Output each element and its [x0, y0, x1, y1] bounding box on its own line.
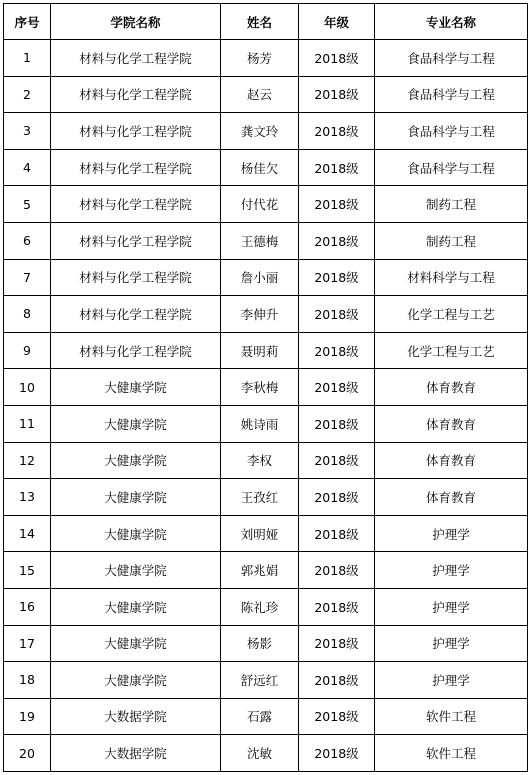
cell-major: 食品科学与工程 [375, 40, 528, 77]
cell-index: 12 [4, 442, 51, 479]
cell-college: 材料与化学工程学院 [51, 259, 221, 296]
table-row [4, 588, 528, 625]
cell-name: 舒远红 [221, 662, 299, 699]
cell-index: 10 [4, 369, 51, 406]
table-row [4, 442, 528, 479]
cell-index: 7 [4, 259, 51, 296]
table-body [4, 40, 528, 772]
cell-name: 姚诗雨 [221, 405, 299, 442]
header-index: 序号 [4, 4, 51, 40]
table-row [4, 515, 528, 552]
cell-index: 17 [4, 625, 51, 662]
cell-name: 沈敏 [221, 735, 299, 772]
cell-grade: 2018级 [299, 186, 375, 223]
cell-college: 大健康学院 [51, 625, 221, 662]
cell-name: 杨佳欠 [221, 149, 299, 186]
cell-major: 护理学 [375, 588, 528, 625]
cell-name: 石露 [221, 698, 299, 735]
cell-major: 食品科学与工程 [375, 113, 528, 150]
cell-grade: 2018级 [299, 40, 375, 77]
table-row [4, 332, 528, 369]
header-major: 专业名称 [375, 4, 528, 40]
cell-college: 大数据学院 [51, 698, 221, 735]
cell-index: 18 [4, 662, 51, 699]
cell-name: 郭兆娟 [221, 552, 299, 589]
cell-grade: 2018级 [299, 332, 375, 369]
header-name: 姓名 [221, 4, 299, 40]
cell-major: 食品科学与工程 [375, 76, 528, 113]
cell-index: 11 [4, 405, 51, 442]
cell-major: 材料科学与工程 [375, 259, 528, 296]
cell-college: 大健康学院 [51, 405, 221, 442]
cell-grade: 2018级 [299, 113, 375, 150]
cell-grade: 2018级 [299, 296, 375, 333]
cell-college: 材料与化学工程学院 [51, 296, 221, 333]
cell-name: 付代花 [221, 186, 299, 223]
cell-grade: 2018级 [299, 662, 375, 699]
table-row [4, 698, 528, 735]
table-row [4, 405, 528, 442]
table-row [4, 479, 528, 516]
cell-name: 杨芳 [221, 40, 299, 77]
cell-major: 护理学 [375, 552, 528, 589]
cell-grade: 2018级 [299, 515, 375, 552]
table-row [4, 149, 528, 186]
cell-major: 食品科学与工程 [375, 149, 528, 186]
cell-major: 体育教育 [375, 479, 528, 516]
cell-index: 15 [4, 552, 51, 589]
cell-college: 大健康学院 [51, 479, 221, 516]
cell-major: 体育教育 [375, 442, 528, 479]
cell-college: 材料与化学工程学院 [51, 113, 221, 150]
cell-college: 大健康学院 [51, 442, 221, 479]
cell-index: 6 [4, 222, 51, 259]
cell-name: 刘明娅 [221, 515, 299, 552]
cell-grade: 2018级 [299, 442, 375, 479]
cell-index: 8 [4, 296, 51, 333]
cell-index: 2 [4, 76, 51, 113]
cell-college: 大健康学院 [51, 552, 221, 589]
cell-name: 赵云 [221, 76, 299, 113]
cell-college: 大健康学院 [51, 588, 221, 625]
cell-grade: 2018级 [299, 735, 375, 772]
cell-major: 化学工程与工艺 [375, 332, 528, 369]
cell-major: 体育教育 [375, 405, 528, 442]
cell-grade: 2018级 [299, 222, 375, 259]
table-row [4, 735, 528, 772]
cell-major: 体育教育 [375, 369, 528, 406]
table-row [4, 76, 528, 113]
cell-college: 大数据学院 [51, 735, 221, 772]
cell-index: 20 [4, 735, 51, 772]
table-row [4, 552, 528, 589]
cell-grade: 2018级 [299, 76, 375, 113]
cell-grade: 2018级 [299, 149, 375, 186]
table-row [4, 113, 528, 150]
header-grade: 年级 [299, 4, 375, 40]
cell-index: 14 [4, 515, 51, 552]
cell-grade: 2018级 [299, 588, 375, 625]
cell-grade: 2018级 [299, 369, 375, 406]
cell-name: 陈礼珍 [221, 588, 299, 625]
cell-name: 李权 [221, 442, 299, 479]
cell-name: 王德梅 [221, 222, 299, 259]
table-row [4, 662, 528, 699]
cell-name: 杨影 [221, 625, 299, 662]
table-row [4, 625, 528, 662]
cell-college: 大健康学院 [51, 515, 221, 552]
cell-name: 聂明莉 [221, 332, 299, 369]
cell-index: 9 [4, 332, 51, 369]
cell-major: 制药工程 [375, 222, 528, 259]
cell-college: 材料与化学工程学院 [51, 149, 221, 186]
cell-college: 材料与化学工程学院 [51, 76, 221, 113]
cell-name: 詹小丽 [221, 259, 299, 296]
cell-grade: 2018级 [299, 479, 375, 516]
cell-name: 龚文玲 [221, 113, 299, 150]
table-row [4, 222, 528, 259]
cell-college: 材料与化学工程学院 [51, 332, 221, 369]
cell-index: 13 [4, 479, 51, 516]
table-row [4, 369, 528, 406]
cell-index: 4 [4, 149, 51, 186]
cell-grade: 2018级 [299, 405, 375, 442]
table-row [4, 259, 528, 296]
cell-college: 材料与化学工程学院 [51, 222, 221, 259]
cell-grade: 2018级 [299, 625, 375, 662]
cell-major: 护理学 [375, 662, 528, 699]
cell-index: 1 [4, 40, 51, 77]
cell-index: 16 [4, 588, 51, 625]
cell-major: 化学工程与工艺 [375, 296, 528, 333]
cell-major: 护理学 [375, 625, 528, 662]
cell-college: 大健康学院 [51, 662, 221, 699]
header-row [4, 4, 528, 40]
cell-index: 3 [4, 113, 51, 150]
cell-index: 5 [4, 186, 51, 223]
cell-grade: 2018级 [299, 259, 375, 296]
cell-college: 大健康学院 [51, 369, 221, 406]
cell-grade: 2018级 [299, 698, 375, 735]
cell-name: 王孜红 [221, 479, 299, 516]
table-row [4, 186, 528, 223]
student-list-sheet [3, 3, 528, 772]
student-table [3, 3, 528, 772]
header-college: 学院名称 [51, 4, 221, 40]
cell-grade: 2018级 [299, 552, 375, 589]
cell-major: 软件工程 [375, 735, 528, 772]
cell-major: 制药工程 [375, 186, 528, 223]
table-row [4, 40, 528, 77]
table-row [4, 296, 528, 333]
cell-college: 材料与化学工程学院 [51, 40, 221, 77]
cell-index: 19 [4, 698, 51, 735]
cell-college: 材料与化学工程学院 [51, 186, 221, 223]
cell-major: 护理学 [375, 515, 528, 552]
cell-name: 李伸升 [221, 296, 299, 333]
cell-name: 李秋梅 [221, 369, 299, 406]
cell-major: 软件工程 [375, 698, 528, 735]
